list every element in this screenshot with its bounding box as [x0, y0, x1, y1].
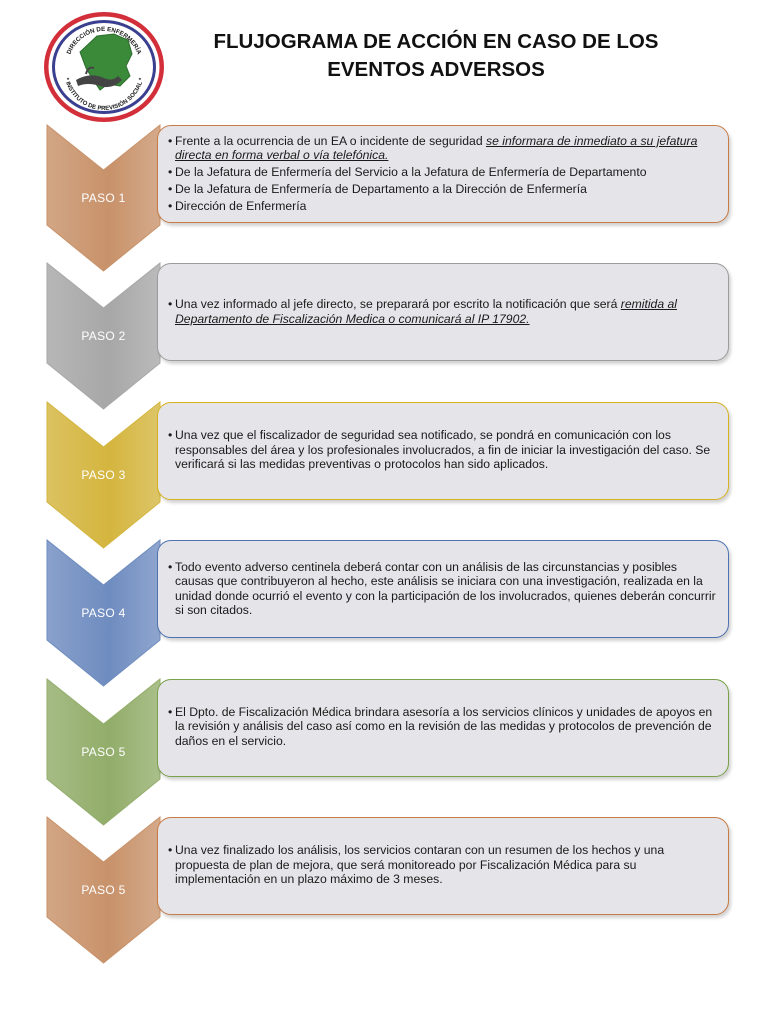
- ips-nursing-logo: [42, 10, 166, 124]
- step-description-box: [157, 679, 729, 777]
- step-label: PASO 3: [81, 467, 126, 482]
- bullet-list: [168, 843, 716, 887]
- bullet-item: [168, 199, 716, 214]
- bullet-item: [168, 165, 716, 180]
- bullet-emphasis-text: remitida al Departamento de Fiscalización Medica o comunicará al IP 17902.: [175, 297, 677, 326]
- bullet-text: Todo evento adverso centinela deberá contar con un análisis de las circunstancias y posibles causas que contribuyeron al hecho, este análisis se iniciara con una investigación, realizada en la unidad donde ocurrió el evento y con la participación de los involucrados, quienes deberán concurrir si son citados.: [175, 559, 716, 618]
- svg-text:DIRECCIÓN DE ENFERMERÍA: DIRECCIÓN DE ENFERMERÍA: [65, 25, 143, 56]
- bullet-text: Una vez que el fiscalizador de seguridad sea notificado, se pondrá en comunicación con los responsables del área y los profesionales involucrados, a fin de iniciar la investigación del caso. Se verificará si las medidas preventivas o protocolos han sido aplicados.: [175, 428, 711, 472]
- title-line-1: FLUJOGRAMA DE ACCIÓN EN CASO DE LOS: [213, 30, 659, 53]
- bullet-text: El Dpto. de Fiscalización Médica brindara asesoría a los servicios clínicos y unidades de apoyos en la revisión y análisis del caso así como en la revisión de las medidas y protocolos de prevención de daños en el servicio.: [175, 704, 713, 748]
- step-description-box: [157, 125, 729, 223]
- step-description-box: [157, 817, 729, 915]
- step-label: PASO 4: [81, 606, 126, 621]
- bullet-item: [168, 182, 716, 197]
- step-description-box: [157, 540, 729, 638]
- bullet-item: [168, 134, 716, 163]
- step-label: PASO 2: [81, 329, 126, 344]
- page-title: [180, 28, 692, 84]
- bullet-item: [168, 705, 716, 749]
- bullet-emphasis-text: se informara de inmediato a su jefatura directa en forma verbal o vía telefónica.: [175, 133, 698, 163]
- bullet-list: [168, 705, 716, 749]
- bullet-list: [168, 560, 716, 618]
- title-line-2: EVENTOS ADVERSOS: [327, 58, 545, 81]
- bullet-item: [168, 560, 716, 618]
- bullet-item: [168, 843, 716, 887]
- step-description-box: [157, 263, 729, 361]
- step-label: PASO 1: [81, 191, 126, 205]
- bullet-text: Una vez finalizado los análisis, los servicios contaran con un resumen de los hechos y una propuesta de plan de mejora, que será monitoreado por Fiscalización Médica para su implementación en un plazo máximo de 3 meses.: [175, 843, 665, 887]
- bullet-text: De la Jefatura de Enfermería del Servicio a la Jefatura de Enfermería de Departamento: [175, 165, 647, 180]
- bullet-text: De la Jefatura de Enfermería de Departamento a la Dirección de Enfermería: [175, 181, 587, 196]
- bullet-item: [168, 297, 716, 326]
- bullet-text: Frente a la ocurrencia de un EA o incidente de seguridad: [175, 133, 486, 148]
- bullet-text: Dirección de Enfermería: [175, 198, 307, 213]
- bullet-list: [168, 297, 716, 326]
- bullet-list: [168, 134, 716, 213]
- bullet-list: [168, 428, 716, 472]
- step-label: PASO 5: [81, 744, 126, 759]
- step-label: PASO 5: [81, 883, 126, 897]
- svg-text:* INSTITUTO DE PREVISIÓN SOCIA: * INSTITUTO DE PREVISIÓN SOCIAL *: [62, 77, 146, 113]
- bullet-item: [168, 428, 716, 472]
- bullet-text: Una vez informado al jefe directo, se preparará por escrito la notificación que será: [175, 297, 621, 312]
- step-description-box: [157, 402, 729, 500]
